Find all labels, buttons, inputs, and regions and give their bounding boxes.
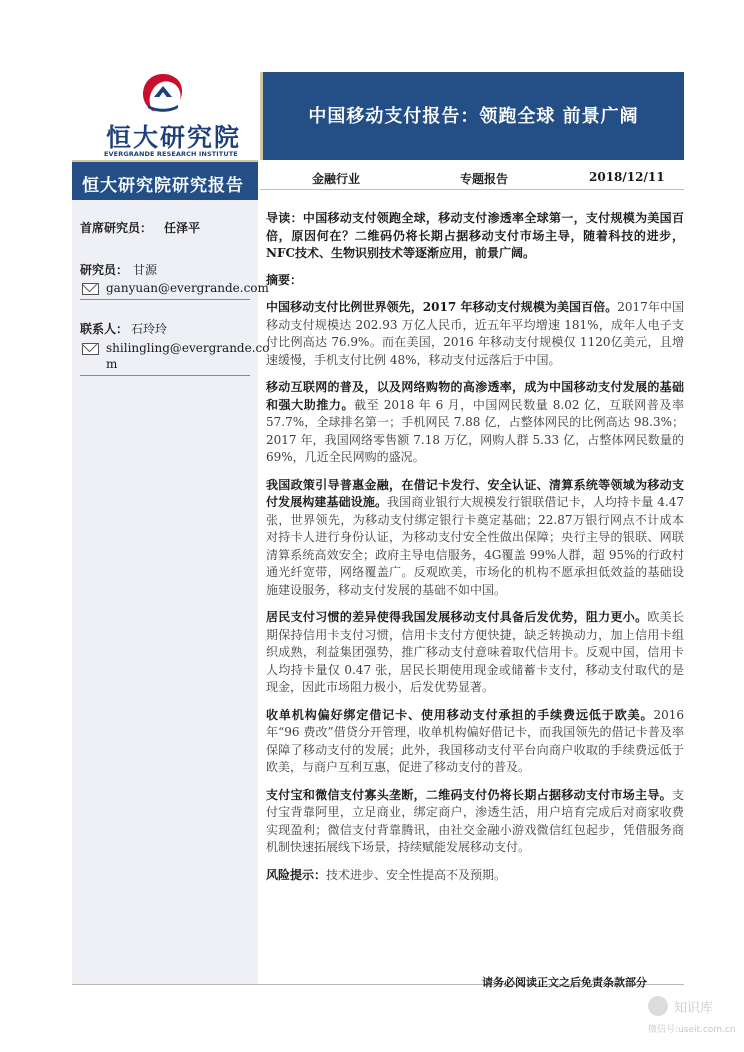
paragraph-body: 2016年“96 费改”借贷分开管理，收单机构偏好借记卡，而我国领先的借记卡普及率保障了移动支付的发展；此外，我国移动支付平台向商户收取的手续费远低于欧美，与商户互利互惠，促进了移动支付的普及。 [266,707,684,774]
series-banner [72,160,258,200]
contact-email-line1[interactable]: shilingling@evergrande.co [106,341,270,355]
report-date: 2018/12/11 [589,170,665,184]
meta-divider [260,189,684,190]
risk-warning-label: 风险提示： [266,867,327,882]
researcher-email[interactable]: ganyuan@evergrande.com [106,281,269,295]
risk-warning [266,867,684,885]
summary-paragraph [266,707,684,777]
paragraph-body: 我国商业银行大规模发行银联借记卡，人均持卡量 4.47 张，世界领先，为移动支付绑定银行卡奠定基础；22.87万银行网点不计成本对持卡人进行身份认证，为移动支付安全性做出保障；央行主导的银联、网联清算系统高效安全；政府主导电信服务，4G覆盖 99%人群，超 95%的行政村通光纤宽带，网络覆盖广。反观欧美，市场化的机构不愿承担低效益的基础设施建设服务，移动支付发展的基础不如中国。 [266,495,684,597]
paragraph-key-point: 移动互联网的普及，以及网络购物的高渗透率，成为中国移动支付发展的基础和强大助推力。 [266,380,684,412]
chief-researcher-name: 任泽平 [164,221,201,235]
paragraph-key-point: 我国政策引导普惠金融，在借记卡发行、安全认证、清算系统等领域为移动支付发展构建基础设施。 [266,477,684,509]
report-title-banner [260,72,684,160]
risk-warning-text: 技术进步、安全性提高不及预期。 [326,867,507,882]
paragraph-body: 2017年中国移动支付规模达 202.93 万亿人民币，近五年平均增速 181%，成年人电子支付比例高达 76.9%。而在美国，2016 年移动支付规模仅 1120亿美元，且增速缓慢，手机支付比例 48%，移动支付远落后于中国。 [266,300,684,367]
chief-researcher-label: 首席研究员： [80,221,153,235]
report-type-label: 专题报告 [460,172,509,186]
report-title: 中国移动支付报告：领跑全球 前景广阔 [308,106,639,127]
paragraph-body: 欧美长期保持信用卡支付习惯，信用卡支付方便快捷，缺乏转换动力，加上信用卡组织成熟，利益集团强势，推广移动支付意味着取代信用卡。反观中国，信用卡人均持卡量仅 0.47 张，居民长期使用现金或储蓄卡支付，移动支付取代的是现金，因此市场阻力极小，后发优势显著。 [266,610,684,694]
summary-heading: 摘要： [266,272,303,287]
industry-label: 金融行业 [312,172,361,186]
researcher-name: 甘源 [133,263,158,277]
envelope-icon [82,283,99,295]
paragraph-key-point: 支付宝和微信支付寡头垄断，二维码支付仍将长期占据移动支付市场主导。 [266,787,672,802]
watermark-id: 微信号:useit.com.cn [648,1025,736,1035]
paragraph-body: 支付宝背靠阿里，立足商业，绑定商户，渗透生活，用户培育完成后对商家收费实现盈利；微信支付背靠腾讯，由社交金融小游戏微信红包起步，凭借服务商机制快速拓展线下场景，持续赋能发展移动支付。 [266,787,684,854]
summary-paragraph [266,379,684,467]
disclaimer-note: 请务必阅读正文之后免责条款部分 [482,976,647,989]
watermark-name: 知识库 [674,1001,714,1016]
paragraph-key-point: 收单机构偏好绑定借记卡、使用移动支付承担的手续费远低于欧美。 [266,707,654,722]
envelope-icon [82,343,99,355]
summary-paragraph [266,787,684,857]
paragraph-body: 截至 2018 年 6 月，中国网民数量 8.02 亿，互联网普及率 57.7%，全球排名第一；手机网民 7.88 亿，占整体网民的比例高达 98.3%；2017 年，我国网络零售额 7.18 万亿，网购人群 5.33 亿，占整体网民数量的 69%，几近全民网购的盛况。 [266,397,684,464]
researcher-label: 研究员： [80,263,129,277]
sidebar-divider [80,299,250,300]
author-sidebar [72,200,258,984]
evergrande-logo [96,72,242,162]
summary-paragraph [266,477,684,600]
logo-chinese-text: 恒大研究院 [106,123,242,152]
sidebar-divider [80,375,250,376]
summary-paragraph [266,609,684,697]
lead-paragraph: 导读：中国移动支付领跑全球，移动支付渗透率全球第一，支付规模为美国百倍，原因何在？二维码仍将长期占据移动支付市场主导，随着科技的进步，NFC技术、生物识别技术等逐渐应用，前景广阔。 [266,211,684,260]
paragraph-key-point: 居民支付习惯的差异使得我国发展移动支付具备后发优势，阻力更小。 [266,610,648,624]
summary-paragraph [266,299,684,369]
contact-label: 联系人： [80,322,129,336]
report-body [266,210,684,884]
logo-english-text: EVERGRANDE RESEARCH INSTITUTE [104,150,238,158]
wechat-icon [648,996,668,1016]
contact-name: 石玲玲 [131,322,168,336]
watermark [648,996,736,1046]
series-title: 恒大研究院研究报告 [82,176,244,196]
contact-email-line2[interactable]: m [106,357,118,371]
evergrande-emblem-icon [140,72,186,116]
paragraph-key-point: 中国移动支付比例世界领先，2017 年移动支付规模为美国百倍。 [266,300,618,314]
